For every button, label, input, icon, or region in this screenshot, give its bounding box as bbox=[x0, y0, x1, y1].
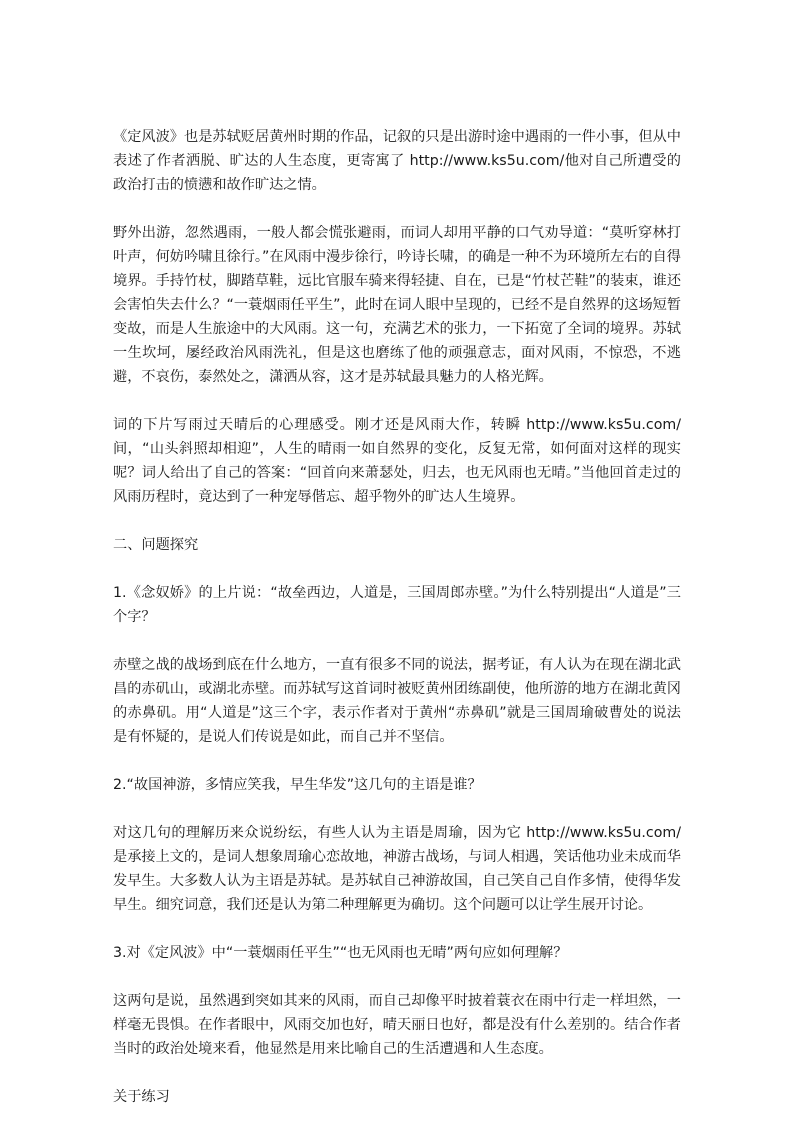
answer-2: 对这几句的理解历来众说纷纭，有些人认为主语是周瑜，因为它 http://www.ks5u.com/是承接上文的，是词人想象周瑜心恋故地，神游古战场，与词人相遇，笑话他功业未成而华发早生。大多数人认为主语是苏轼。是苏轼自己神游故国，自己笑自己自作多情，使得华发早生。细究词意，我们还是认为第二种理解更为确切。这个问题可以让学生展开讨论。 bbox=[113, 825, 681, 913]
answer-1: 赤壁之战的战场到底在什么地方，一直有很多不同的说法，据考证，有人认为在现在湖北武昌的赤矶山，或湖北赤壁。而苏轼写这首词时被贬黄州团练副使，他所游的地方在湖北黄冈的赤鼻矶。用“人道是”这三个字，表示作者对于黄州“赤鼻矶”就是三国周瑜破曹处的说法是有怀疑的，是说人们传说是如此，而自己并不坚信。 bbox=[113, 657, 681, 745]
paragraph-dingfengbo-intro: 《定风波》也是苏轼贬居黄州时期的作品，记叙的只是出游时途中遇雨的一件小事，但从中表述了作者洒脱、旷达的人生态度，更寄寓了 http://www.ks5u.com/他对自己所遭受的政治打击的愤懑和故作旷达之情。 bbox=[113, 129, 681, 193]
section-heading-exercises: 关于练习 bbox=[113, 1089, 170, 1105]
paragraph-rain-walk: 野外出游，忽然遇雨，一般人都会慌张避雨，而词人却用平静的口气劝导道：“莫听穿林打叶声，何妨吟啸且徐行。”在风雨中漫步徐行，吟诗长啸，的确是一种不为环境所左右的自得境界。手持竹杖，脚踏草鞋，远比官服车骑来得轻捷、自在，已是“竹杖芒鞋”的装束，谁还会害怕失去什么？“一蓑烟雨任平生”，此时在词人眼中呈现的，已经不是自然界的这场短暂变故，而是人生旅途中的大风雨。这一句，充满艺术的张力，一下拓宽了全词的境界。苏轼一生坎坷，屡经政治风雨洗礼，但是这也磨练了他的顽强意志，面对风雨，不惊恐，不逃避，不哀伤，泰然处之，潇洒从容，这才是苏轼最具魅力的人格光辉。 bbox=[113, 225, 682, 385]
document-body bbox=[113, 125, 681, 1109]
question-3: 3.对《定风波》中“一蓑烟雨任平生”“也无风雨也无晴”两句应如何理解？ bbox=[113, 945, 568, 961]
section-heading-question-inquiry: 二、问题探究 bbox=[113, 537, 199, 553]
answer-3: 这两句是说，虽然遇到突如其来的风雨，而自己却像平时披着蓑衣在雨中行走一样坦然，一样毫无畏惧。在作者眼中，风雨交加也好，晴天丽日也好，都是没有什么差别的。结合作者当时的政治处境来看，他显然是用来比喻自己的生活遭遇和人生态度。 bbox=[113, 993, 681, 1057]
question-2: 2.“故国神游，多情应笑我，早生华发”这几句的主语是谁？ bbox=[113, 777, 482, 793]
question-1: 1.《念奴娇》的上片说：“故垒西边，人道是，三国周郎赤壁。”为什么特别提出“人道是”三个字？ bbox=[113, 585, 681, 625]
paragraph-second-stanza: 词的下片写雨过天晴后的心理感受。刚才还是风雨大作，转瞬 http://www.ks5u.com/间，“山头斜照却相迎”，人生的晴雨一如自然界的变化，反复无常，如何面对这样的现实呢？词人给出了自己的答案：“回首向来萧瑟处，归去，也无风雨也无晴。”当他回首走过的风雨历程时，竟达到了一种宠辱偕忘、超乎物外的旷达人生境界。 bbox=[113, 417, 681, 505]
